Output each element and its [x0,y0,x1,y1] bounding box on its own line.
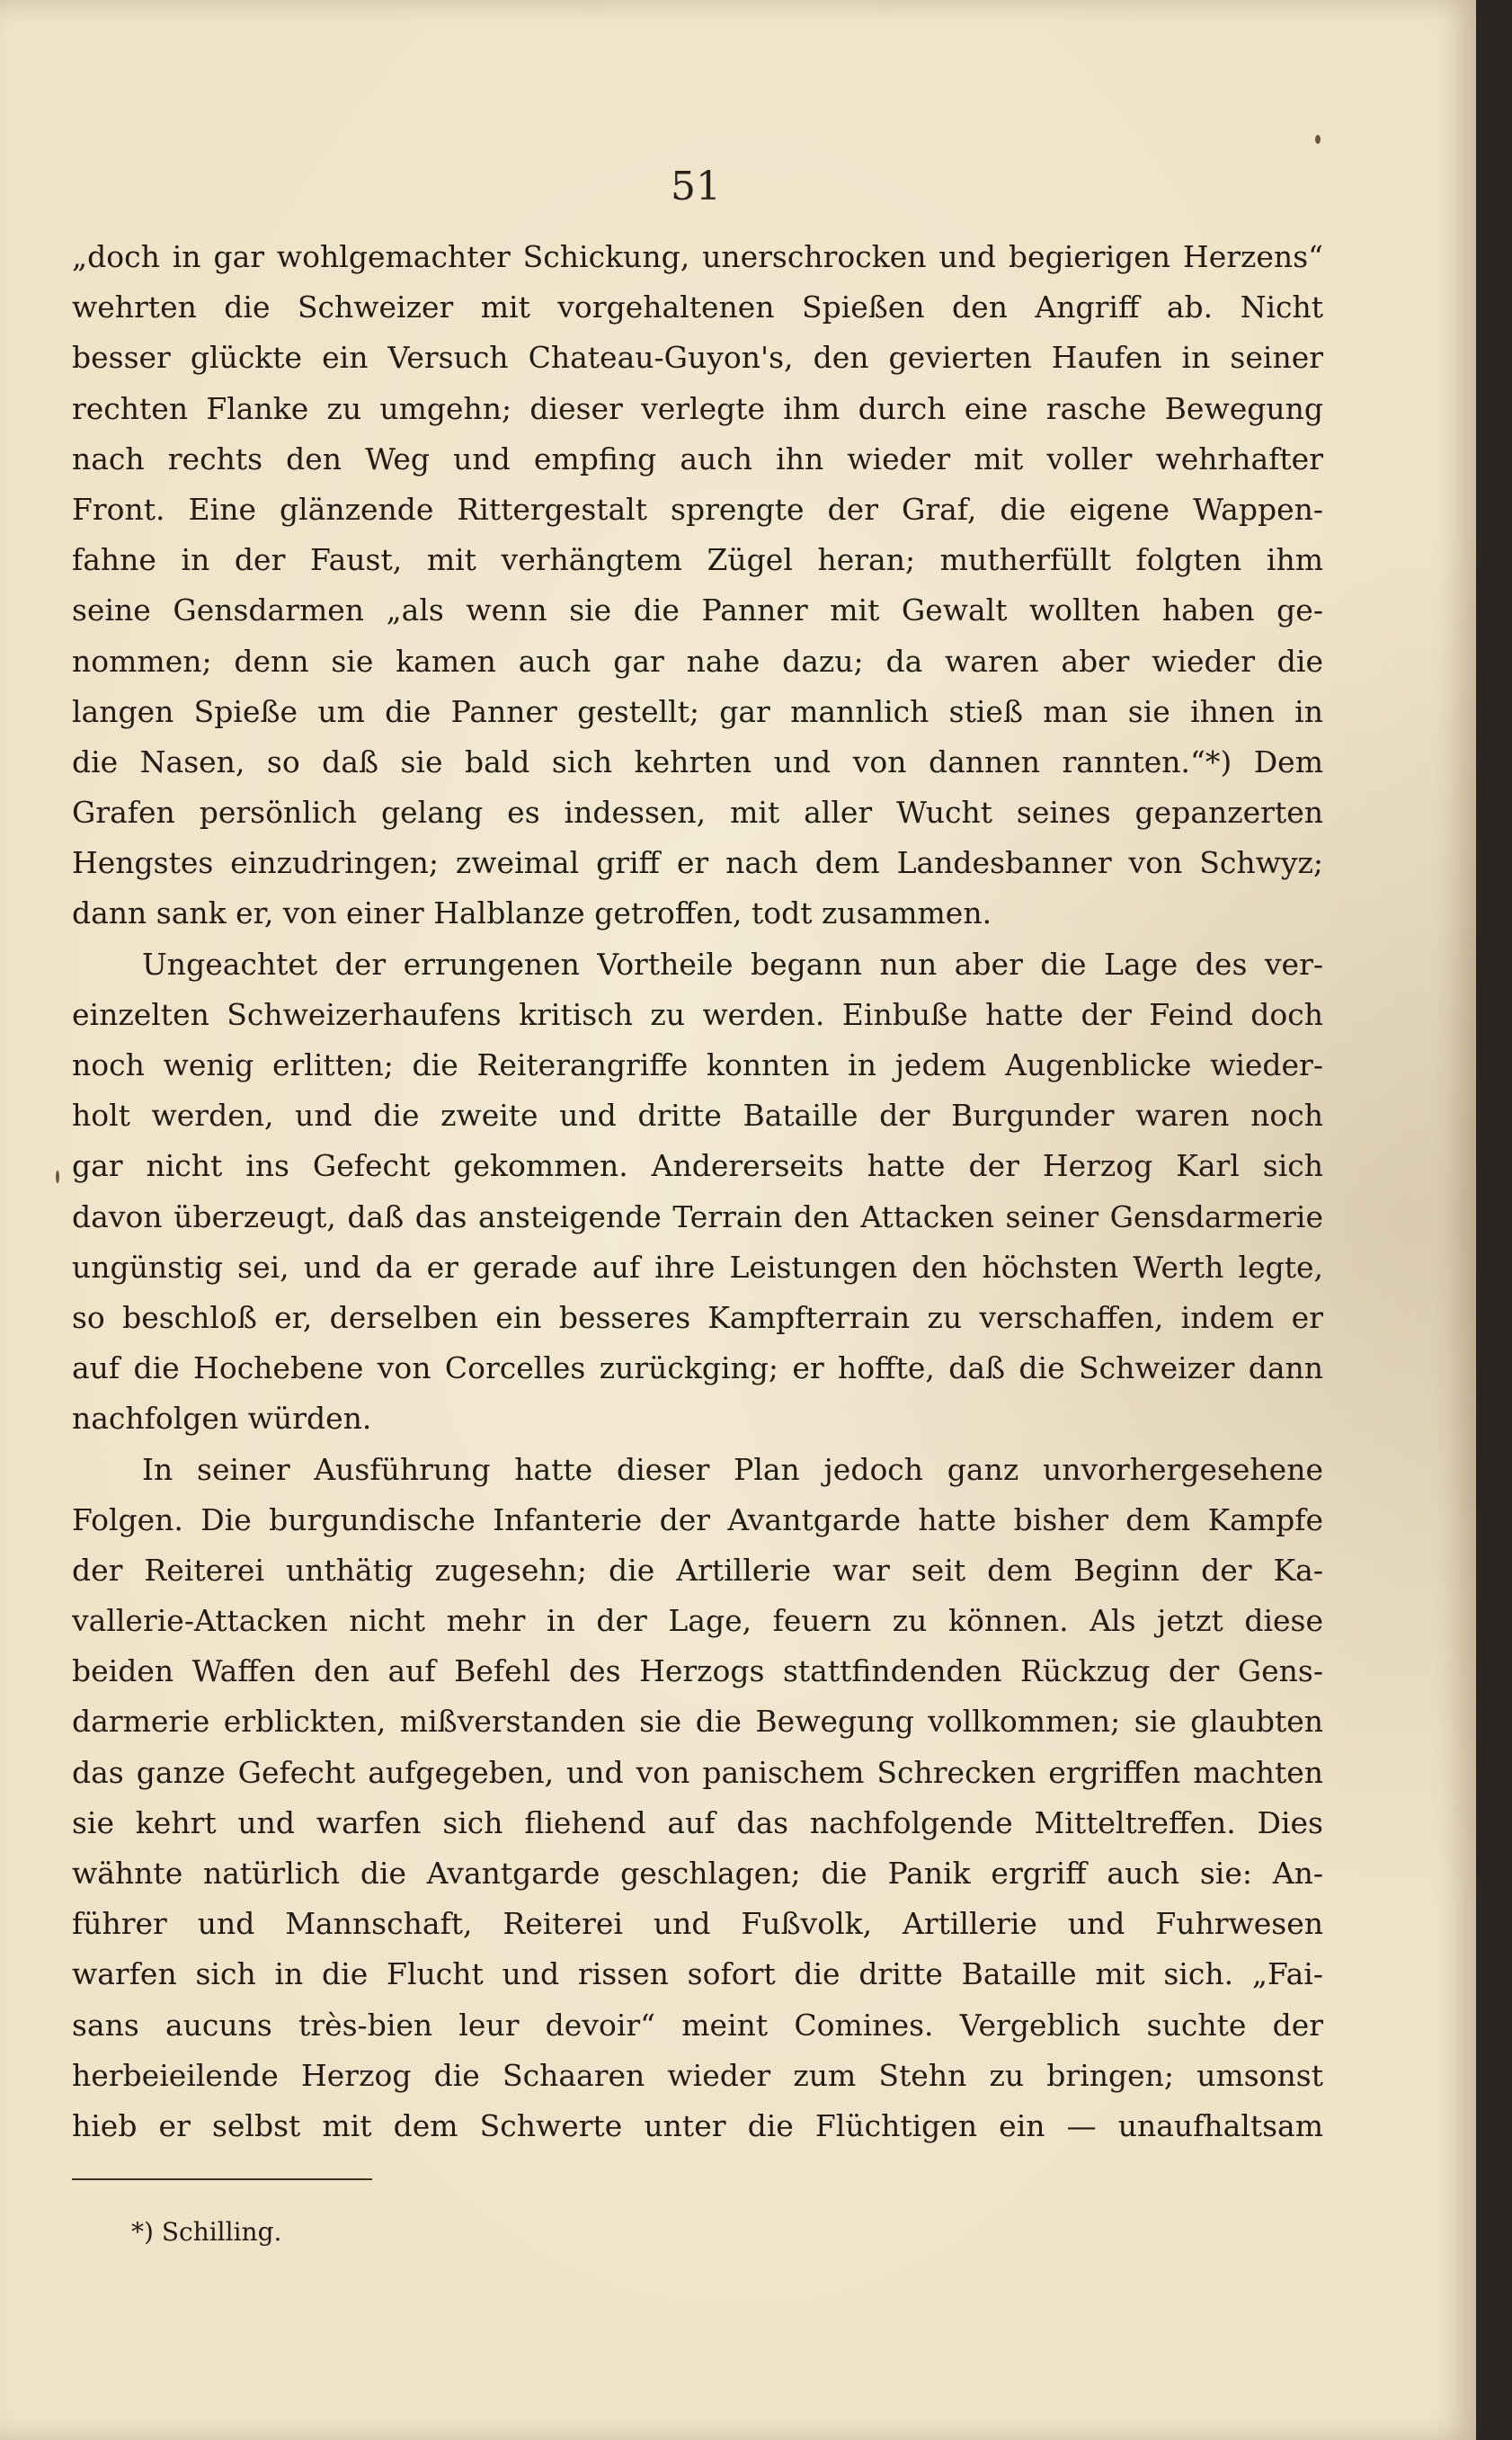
footnote-divider [72,2178,372,2180]
text-line: ungünstig sei, und da er gerade auf ihre Leistungen den höchsten Werth legte, [72,1249,1323,1285]
text-line: auf die Hochebene von Corcelles zurückging; er hoffte, daß die Schweizer dann [72,1350,1323,1386]
body-text [72,232,1323,2151]
footnote: *) Schilling. [131,2217,282,2247]
text-line: langen Spieße um die Panner gestellt; gar mannlich stieß man sie ihnen in [72,693,1323,729]
text-line: gar nicht ins Gefecht gekommen. Andererseits hatte der Herzog Karl sich [72,1148,1323,1184]
paper-speck [1315,135,1321,144]
text-line: warfen sich in die Flucht und rissen sofort die dritte Bataille mit sich. „Fai- [72,1956,1323,1992]
text-line: darmerie erblickten, mißverstanden sie die Bewegung vollkommen; sie glaubten [72,1704,1323,1740]
text-line: hieb er selbst mit dem Schwerte unter die Flüchtigen ein — unaufhaltsam [72,2107,1323,2143]
text-line: rechten Flanke zu umgehn; dieser verlegte ihm durch eine rasche Bewegung [72,390,1323,426]
text-line: beiden Waffen den auf Befehl des Herzogs stattfindenden Rückzug der Gens- [72,1653,1323,1689]
text-line: Folgen. Die burgundische Infanterie der Avantgarde hatte bisher dem Kampfe [72,1501,1323,1537]
text-line: holt werden, und die zweite und dritte Bataille der Burgunder waren noch [72,1098,1323,1134]
text-line: besser glückte ein Versuch Chateau-Guyon's, den gevierten Haufen in seiner [72,340,1323,376]
text-line: nach rechts den Weg und empfing auch ihn wieder mit voller wehrhafter [72,441,1323,476]
text-line: seine Gensdarmen „als wenn sie die Panner mit Gewalt wollten haben ge- [72,592,1323,628]
text-line: so beschloß er, derselben ein besseres Kampfterrain zu verschaffen, indem er [72,1299,1323,1335]
text-line: das ganze Gefecht aufgegeben, und von panischem Schrecken ergriffen machten [72,1754,1323,1790]
text-line: der Reiterei unthätig zugesehn; die Artillerie war seit dem Beginn der Ka- [72,1552,1323,1588]
text-line: führer und Mannschaft, Reiterei und Fußvolk, Artillerie und Fuhrwesen [72,1906,1323,1942]
text-line: sie kehrt und warfen sich fliehend auf das nachfolgende Mitteltreffen. Dies [72,1804,1323,1840]
text-line: dann sank er, von einer Halblanze getroffen, todt zusammen. [72,895,992,931]
text-line: wehrten die Schweizer mit vorgehaltenen Spießen den Angriff ab. Nicht [72,289,1323,325]
text-line: fahne in der Faust, mit verhängtem Zügel heran; mutherfüllt folgten ihm [72,542,1323,578]
text-line: Grafen persönlich gelang es indessen, mit aller Wucht seines gepanzerten [72,795,1323,831]
text-line: Front. Eine glänzende Rittergestalt sprengte der Graf, die eigene Wappen- [72,491,1323,527]
text-line: In seiner Ausführung hatte dieser Plan jedoch ganz unvorhergesehene [142,1451,1323,1487]
text-line: Hengstes einzudringen; zweimal griff er nach dem Landesbanner von Schwyz; [72,845,1323,881]
text-line: nachfolgen würden. [72,1401,372,1437]
text-line: „doch in gar wohlgemachter Schickung, unerschrocken und begierigen Herzens“ [72,239,1323,274]
text-line: wähnte natürlich die Avantgarde geschlagen; die Panik ergriff auch sie: An- [72,1856,1323,1891]
paper-speck [56,1171,59,1183]
text-line: die Nasen, so daß sie bald sich kehrten und von dannen rannten.“*) Dem [72,744,1323,779]
text-line: davon überzeugt, daß das ansteigende Terrain den Attacken seiner Gensdarmerie [72,1198,1323,1234]
text-line: einzelten Schweizerhaufens kritisch zu werden. Einbuße hatte der Feind doch [72,996,1323,1032]
page-number: 51 [671,164,721,209]
text-line: herbeieilende Herzog die Schaaren wieder zum Stehn zu bringen; umsonst [72,2057,1323,2093]
text-line: Ungeachtet der errungenen Vortheile begann nun aber die Lage des ver- [142,946,1323,982]
text-line: noch wenig erlitten; die Reiterangriffe konnten in jedem Augenblicke wieder- [72,1047,1323,1082]
text-line: vallerie-Attacken nicht mehr in der Lage, feuern zu können. Als jetzt diese [72,1603,1323,1639]
text-line: sans aucuns très-bien leur devoir“ meint Comines. Vergeblich suchte der [72,2007,1323,2043]
text-line: nommen; denn sie kamen auch gar nahe dazu; da waren aber wieder die [72,643,1323,679]
